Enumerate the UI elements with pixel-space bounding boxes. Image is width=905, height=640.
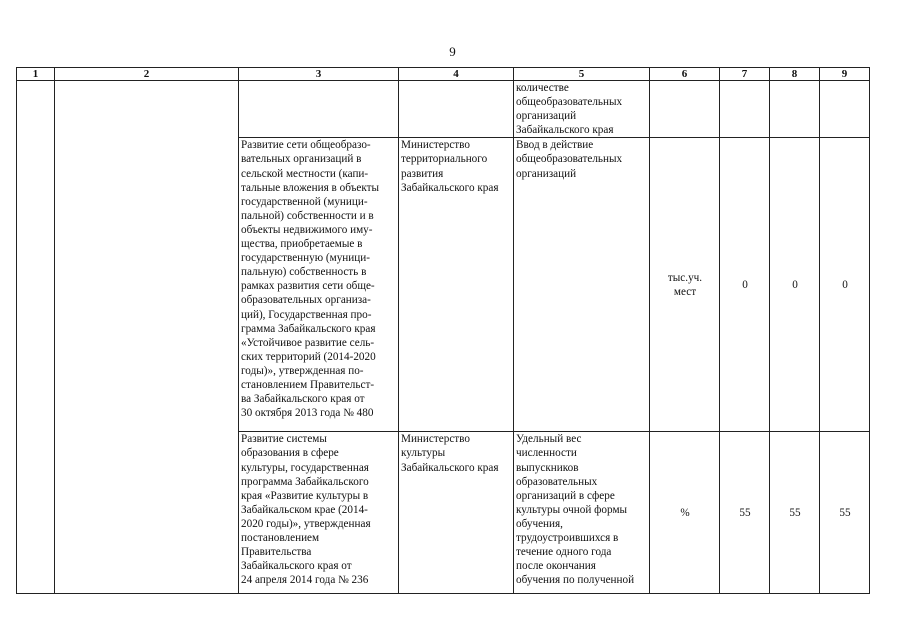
cell-value-8 bbox=[770, 81, 820, 138]
cell-value-8: 0 bbox=[770, 138, 820, 432]
column-header-3: 3 bbox=[239, 68, 399, 81]
cell-value-7 bbox=[720, 81, 770, 138]
cell-unit bbox=[650, 81, 720, 138]
cell-value-9 bbox=[820, 81, 870, 138]
column-header-2: 2 bbox=[55, 68, 239, 81]
column-header-4: 4 bbox=[399, 68, 514, 81]
page-number: 9 bbox=[449, 44, 456, 59]
cell-value-9: 55 bbox=[820, 432, 870, 594]
cell-program: Развитие сети общеобразо- вательных организаций в сельской местности (капи- тальные вложения в объекты государственной (муници- пальной) собственности и в объекты недвижимого иму- щества, приобретаемые в государственную (муници- пальную) собственность в рамках развития сети обще- образовательных организа- ций), Государственная про- грамма Забайкальского края «Устойчивое развитие сель- ских территорий (2014-2020 годы)», утвержденная по- становлением Правительст- ва Забайкальского края от 30 октября 2013 года № 480 bbox=[239, 138, 399, 432]
cell-value-9: 0 bbox=[820, 138, 870, 432]
cell-program bbox=[239, 81, 399, 138]
table-row bbox=[17, 81, 870, 138]
cell-unit: тыс.уч. мест bbox=[650, 138, 720, 432]
cell-value-7: 0 bbox=[720, 138, 770, 432]
cell-indicator: Удельный вес численности выпускников образовательных организаций в сфере культуры очной формы обучения, трудоустроившихся в течение одного года после окончания обучения по полученной bbox=[514, 432, 650, 594]
column-header-9: 9 bbox=[820, 68, 870, 81]
column-header-1: 1 bbox=[17, 68, 55, 81]
cell-indicator: количестве общеобразовательных организаций Забайкальского края bbox=[514, 81, 650, 138]
cell-value-8: 55 bbox=[770, 432, 820, 594]
cell-responsible bbox=[399, 81, 514, 138]
column-header-8: 8 bbox=[770, 68, 820, 81]
cell-unit: % bbox=[650, 432, 720, 594]
column-number-row bbox=[17, 68, 870, 81]
cell-responsible: Министерство культуры Забайкальского края bbox=[399, 432, 514, 594]
cell-indicator: Ввод в действие общеобразовательных организаций bbox=[514, 138, 650, 432]
cell-value-7: 55 bbox=[720, 432, 770, 594]
cell-col1 bbox=[17, 81, 55, 594]
column-header-5: 5 bbox=[514, 68, 650, 81]
cell-responsible: Министерство территориального развития Забайкальского края bbox=[399, 138, 514, 432]
cell-col2 bbox=[55, 81, 239, 594]
column-header-7: 7 bbox=[720, 68, 770, 81]
document-table bbox=[16, 67, 870, 594]
column-header-6: 6 bbox=[650, 68, 720, 81]
cell-program: Развитие системы образования в сфере культуры, государственная программа Забайкальского края «Развитие культуры в Забайкальском крае (2014- 2020 годы)», утвержденная постановлением Правительства Забайкальского края от 24 апреля 2014 года № 236 bbox=[239, 432, 399, 594]
